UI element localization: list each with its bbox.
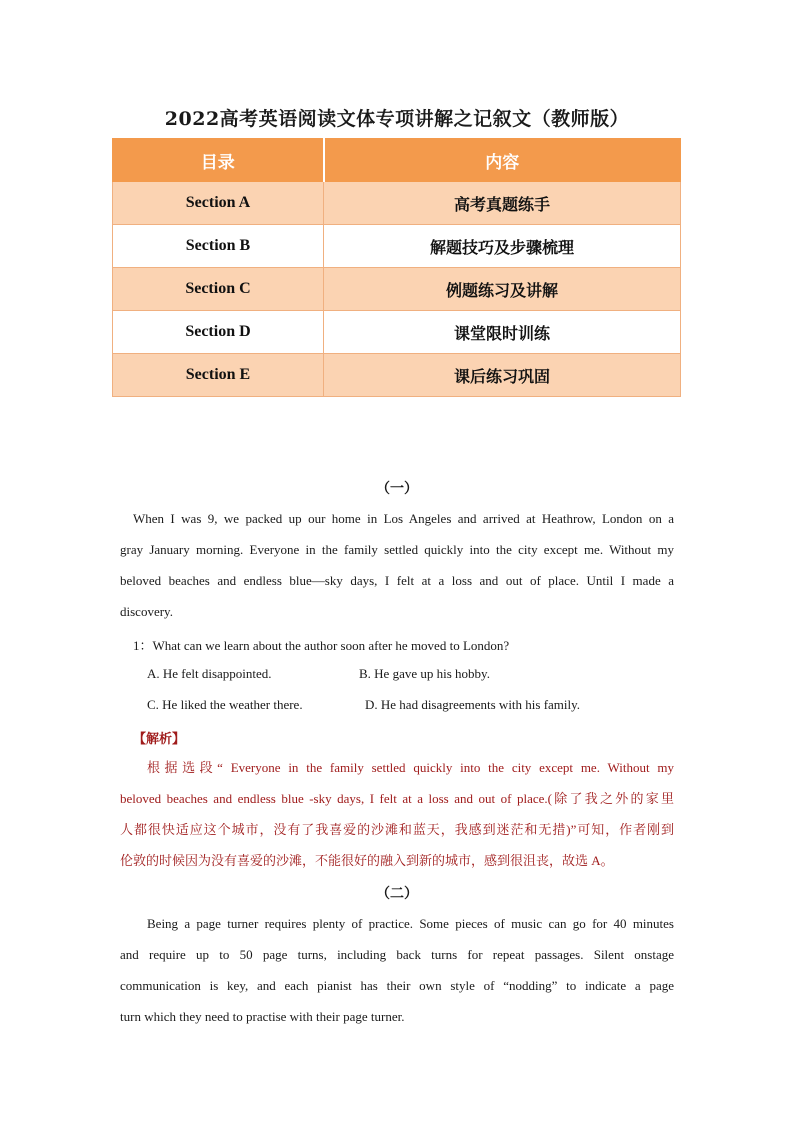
table-row [113, 311, 681, 354]
passage-line: turn which they need to practise with their page turner. [120, 1009, 405, 1024]
section-label: Section A [113, 182, 324, 225]
option-d: D. He had disagreements with his family. [365, 697, 581, 712]
analysis-text [120, 752, 674, 876]
option-a: A. He felt disappointed. [147, 666, 272, 681]
section-content: 课堂限时训练 [324, 311, 681, 354]
header-content: 内容 [324, 139, 681, 182]
passage-line: gray January morning. Everyone in the family settled quickly into the city except me. Without my [120, 542, 674, 557]
section-label: Section C [113, 268, 324, 311]
table-row [113, 354, 681, 397]
part-one-heading: （一） [376, 481, 418, 497]
passage-line: When I was 9, we packed up our home in Los Angeles and arrived at Heathrow, London on a [133, 511, 674, 526]
section-content: 解题技巧及步骤梳理 [324, 225, 681, 268]
passage-line: beloved beaches and endless blue—sky days, I felt at a loss and out of place. Until I made a [120, 573, 674, 588]
header-catalog: 目录 [113, 139, 324, 182]
analysis-line: beloved beaches and endless blue -sky days, I felt at a loss and out of place.(除了我之外的家里 [120, 791, 674, 806]
option-c: C. He liked the weather there. [147, 697, 303, 712]
passage-line: discovery. [120, 604, 173, 619]
passage-line: Being a page turner requires plenty of practice. Some pieces of music can go for 40 minutes [147, 916, 674, 931]
analysis-label: 【解析】 [133, 731, 186, 746]
passage-line: and require up to 50 page turns, including back turns for repeat passages. Silent onstage [120, 947, 674, 962]
analysis-line: 人都很快适应这个城市，没有了我喜爱的沙滩和蓝天，我感到迷茫和无措)”可知，作者刚到 [120, 822, 674, 837]
section-content: 例题练习及讲解 [324, 268, 681, 311]
section-content: 课后练习巩固 [324, 354, 681, 397]
table-row [113, 182, 681, 225]
section-label: Section D [113, 311, 324, 354]
table-row [113, 225, 681, 268]
passage-line: communication is key, and each pianist has their own style of “nodding” to indicate a page [120, 978, 674, 993]
contents-table [112, 138, 681, 397]
part-one-passage [120, 503, 674, 627]
analysis-line: 根据选段“ Everyone in the family settled quickly into the city except me. Without my [147, 760, 674, 775]
part-two-heading: （二） [376, 886, 418, 902]
section-label: Section B [113, 225, 324, 268]
analysis-line: 伦敦的时候因为没有喜爱的沙滩，不能很好的融入到新的城市，感到很沮丧，故选 A。 [120, 853, 614, 868]
option-b: B. He gave up his hobby. [359, 666, 490, 681]
table-header-row [113, 139, 681, 182]
question-text: 1：What can we learn about the author soon after he moved to London? [133, 638, 510, 653]
section-label: Section E [113, 354, 324, 397]
section-content: 高考真题练手 [324, 182, 681, 225]
table-row [113, 268, 681, 311]
document-title: 2022高考英语阅读文体专项讲解之记叙文（教师版） [164, 108, 630, 130]
part-two-passage [120, 908, 674, 1032]
